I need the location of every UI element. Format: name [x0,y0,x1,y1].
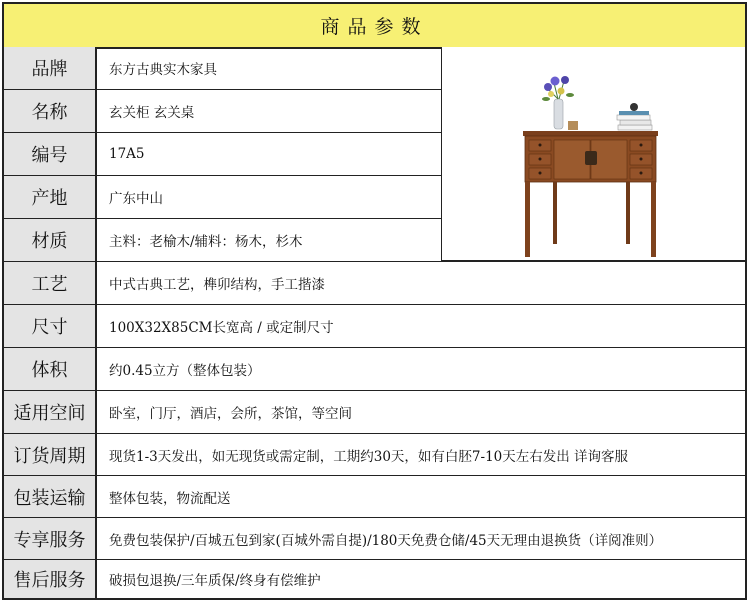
spec-row-lead-time [4,434,745,476]
row-value: 免费包装保护/百城五包到家(百城外需自提)/180天免费仓储/45天无理由退换货（详阅准则） [109,532,663,549]
lock-plate [585,151,597,165]
console-table-image [442,47,748,259]
row-label: 专享服务 [4,518,97,559]
row-label: 售后服务 [4,560,97,598]
spec-row-space [4,391,745,434]
row-value: 玄关柜 玄关桌 [109,105,195,121]
row-value: 破损包退换/三年质保/终身有偿维护 [109,573,321,589]
spec-title: 商品参数 [320,16,429,38]
product-photo-cell [441,47,745,261]
spec-row-shipping [4,476,745,518]
table-leg [553,182,557,244]
spec-row-after-sales [4,560,745,598]
spec-row-size [4,305,745,348]
books-icon [617,103,652,130]
row-label: 尺寸 [4,305,97,347]
row-label: 工艺 [4,262,97,304]
row-label: 产地 [4,176,97,218]
row-value: 100X32X85CM长宽高 / 或定制尺寸 [109,320,334,336]
spec-row-volume [4,348,745,391]
row-label: 适用空间 [4,391,97,433]
row-value: 约0.45立方（整体包装） [109,363,261,379]
table-leg [525,182,530,257]
row-label: 体积 [4,348,97,390]
row-value: 卧室，门厅，酒店，会所，茶馆，等空间 [109,406,352,422]
product-spec-table [2,2,747,600]
spec-header [4,4,745,49]
row-label: 包装运输 [4,476,97,517]
table-top [523,131,658,136]
spec-row-service [4,518,745,560]
decor-plaque [568,121,578,130]
row-value: 现货1-3天发出，如无现货或需定制，工期约30天，如有白胚7-10天左右发出 详询客服 [109,448,629,465]
spec-row-craft [4,262,745,305]
row-label: 订货周期 [4,434,97,475]
row-label: 品牌 [4,47,97,89]
row-label: 编号 [4,133,97,175]
row-value: 中式古典工艺，榫卯结构，手工揩漆 [109,277,325,293]
row-value: 主料：老榆木/辅料：杨木，杉木 [109,234,303,250]
row-label: 名称 [4,90,97,132]
row-value: 17A5 [109,146,145,162]
row-value: 东方古典实木家具 [109,62,217,78]
row-value: 广东中山 [109,191,163,207]
row-label: 材质 [4,219,97,261]
table-leg [626,182,630,244]
row-value: 整体包装，物流配送 [109,490,231,507]
table-leg [651,182,656,257]
